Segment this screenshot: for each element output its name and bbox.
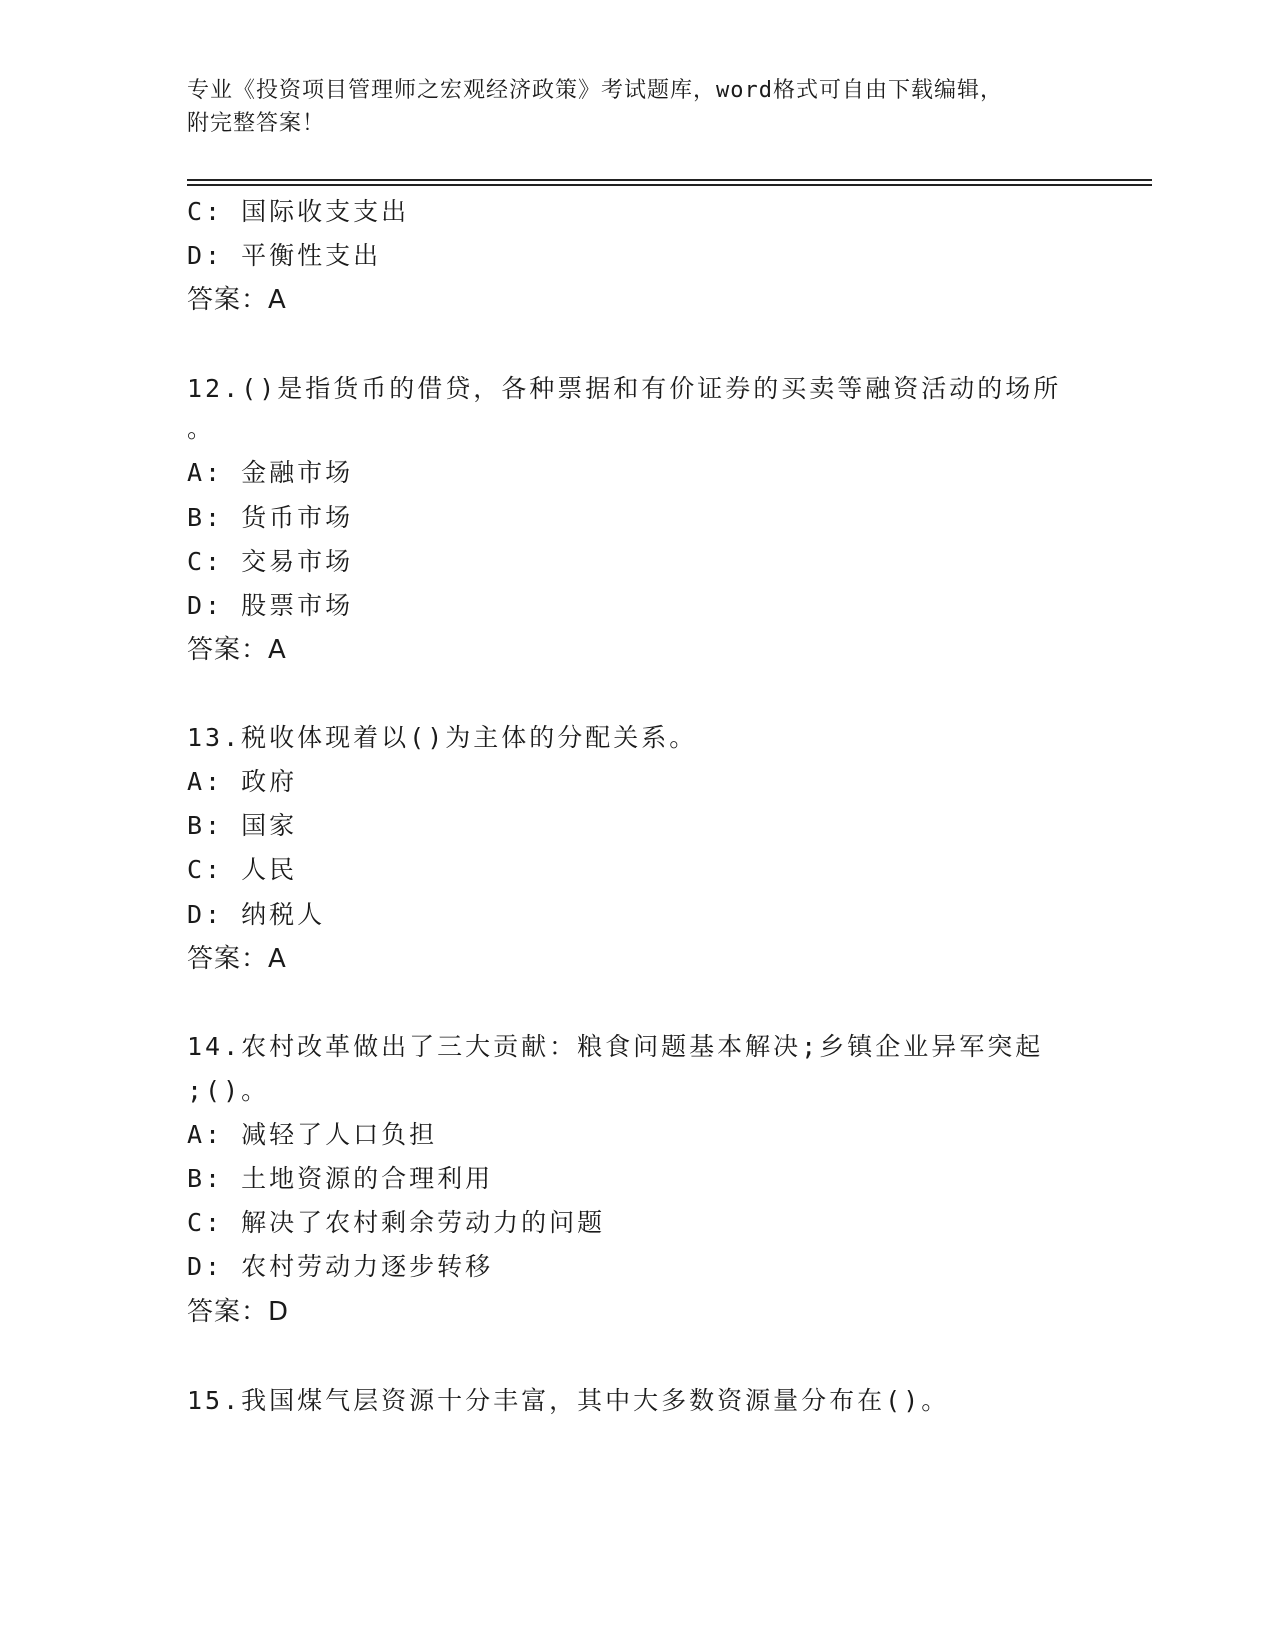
q12-option-c: C: 交易市场 xyxy=(187,547,354,576)
q12-option-a: A: 金融市场 xyxy=(187,458,354,487)
q13-option-c: C: 人民 xyxy=(187,855,298,884)
document-header xyxy=(187,74,1067,140)
q14-option-a: A: 减轻了人口负担 xyxy=(187,1120,438,1149)
q14-stem-line-2: ;()。 xyxy=(187,1076,270,1105)
q13-stem-line-1: 13.税收体现着以()为主体的分配关系。 xyxy=(187,723,698,752)
q13-option-b: B: 国家 xyxy=(187,811,298,840)
q13-answer: 答案：A xyxy=(187,944,287,974)
q12-stem-line-1: 12.()是指货币的借贷，各种票据和有价证券的买卖等融资活动的场所 xyxy=(187,374,1062,403)
header-line-1: 专业《投资项目管理师之宏观经济政策》考试题库，word格式可自由下载编辑， xyxy=(187,78,1003,103)
q12-option-b: B: 货币市场 xyxy=(187,503,354,532)
q11-option-c: C: 国际收支支出 xyxy=(187,197,410,226)
q14-option-c: C: 解决了农村剩余劳动力的问题 xyxy=(187,1208,606,1237)
q14-option-b: B: 土地资源的合理利用 xyxy=(187,1164,494,1193)
header-divider-top xyxy=(187,179,1152,181)
q12-answer: 答案：A xyxy=(187,635,287,665)
q12-stem-line-2: 。 xyxy=(187,414,216,443)
q13-option-d: D: 纳税人 xyxy=(187,900,326,929)
q11-option-d: D: 平衡性支出 xyxy=(187,241,382,270)
header-divider-bottom xyxy=(187,184,1152,186)
q14-stem-line-1: 14.农村改革做出了三大贡献：粮食问题基本解决;乡镇企业异军突起 xyxy=(187,1032,1044,1061)
q13-option-a: A: 政府 xyxy=(187,767,298,796)
q14-answer: 答案：D xyxy=(187,1297,290,1327)
q14-option-d: D: 农村劳动力逐步转移 xyxy=(187,1252,494,1281)
q11-answer: 答案：A xyxy=(187,285,287,315)
q12-option-d: D: 股票市场 xyxy=(187,591,354,620)
header-line-2: 附完整答案！ xyxy=(187,111,326,136)
q15-stem-line-1: 15.我国煤气层资源十分丰富，其中大多数资源量分布在()。 xyxy=(187,1386,950,1415)
